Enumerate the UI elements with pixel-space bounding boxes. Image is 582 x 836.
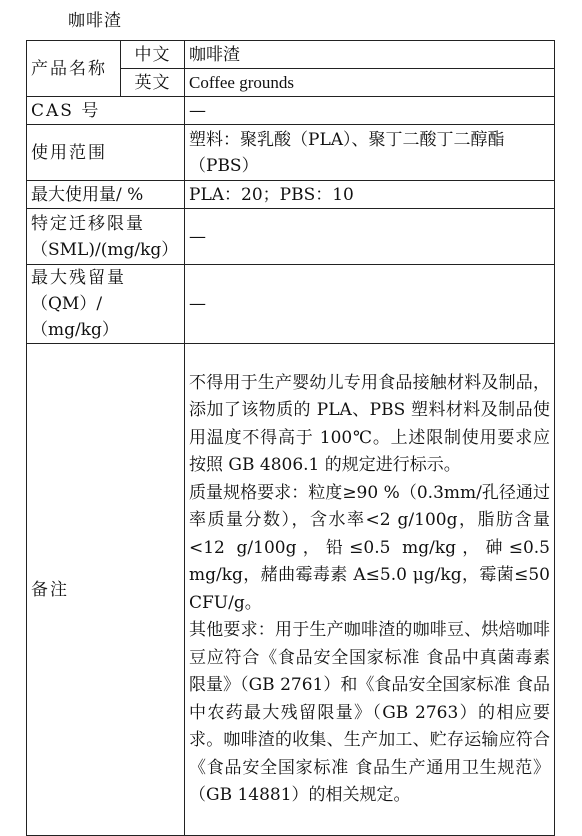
- row-cas: [27, 97, 555, 125]
- scope-value: 塑料：聚乳酸（PLA）、聚丁二酸丁二醇酯（PBS）: [185, 125, 555, 181]
- qm-label-line1: 最大残留量: [31, 268, 126, 288]
- row-sml: [27, 209, 555, 265]
- page-heading: 咖啡渣: [68, 11, 122, 31]
- remarks-label: 备注: [27, 344, 185, 836]
- sml-label: [27, 209, 185, 265]
- row-max-use: [27, 181, 555, 209]
- english-name-value: Coffee grounds: [185, 69, 555, 97]
- remarks-paragraph-quality: 质量规格要求：粒度≥90 %（0.3mm/孔径通过率质量分数），含水率<2 g/100g，脂肪含量<12 g/100g，铅≤0.5 mg/kg，砷≤0.5 mg/kg，赭曲霉毒素 A≤5.0 μg/kg，霉菌≤50 CFU/g。: [189, 482, 550, 613]
- cas-value: —: [185, 97, 555, 125]
- qm-label-line2: （QM）/（mg/kg）: [31, 294, 119, 340]
- max-use-label: 最大使用量/ %: [27, 181, 185, 209]
- product-name-label: 产品名称: [27, 41, 121, 97]
- remarks-paragraph-other: 其他要求：用于生产咖啡渣的咖啡豆、烘焙咖啡豆应符合《食品安全国家标准 食品中真菌毒素限量》（GB 2761）和《食品安全国家标准 食品中农药最大残留限量》（GB 2763）的相应要求。咖啡渣的收集、生产加工、贮存运输应符合《食品安全国家标准 食品生产通用卫生规范》（GB 14881）的相关规定。: [189, 620, 550, 805]
- scope-label: 使用范围: [27, 125, 185, 181]
- row-product-name-chinese: [27, 41, 555, 69]
- specification-table: [26, 40, 555, 836]
- row-remarks: [27, 344, 555, 836]
- qm-value: —: [185, 265, 555, 344]
- english-label: 英文: [121, 69, 185, 97]
- sml-label-line2: （SML)/(mg/kg）: [31, 239, 179, 260]
- remarks-value: [185, 344, 555, 836]
- qm-label: [27, 265, 185, 344]
- row-scope: [27, 125, 555, 181]
- chinese-label: 中文: [121, 41, 185, 69]
- chinese-name-value: 咖啡渣: [185, 41, 555, 69]
- sml-label-line1: 特定迁移限量: [31, 213, 145, 234]
- row-qm: [27, 265, 555, 344]
- remarks-paragraph-usage: 不得用于生产婴幼儿专用食品接触材料及制品，添加了该物质的 PLA、PBS 塑料材料及制品使用温度不得高于 100℃。上述限制使用要求应按照 GB 4806.1 的规定进行标示。: [189, 372, 550, 475]
- cas-label: CAS 号: [27, 97, 185, 125]
- max-use-value: PLA：20；PBS：10: [185, 181, 555, 209]
- sml-value: —: [185, 209, 555, 265]
